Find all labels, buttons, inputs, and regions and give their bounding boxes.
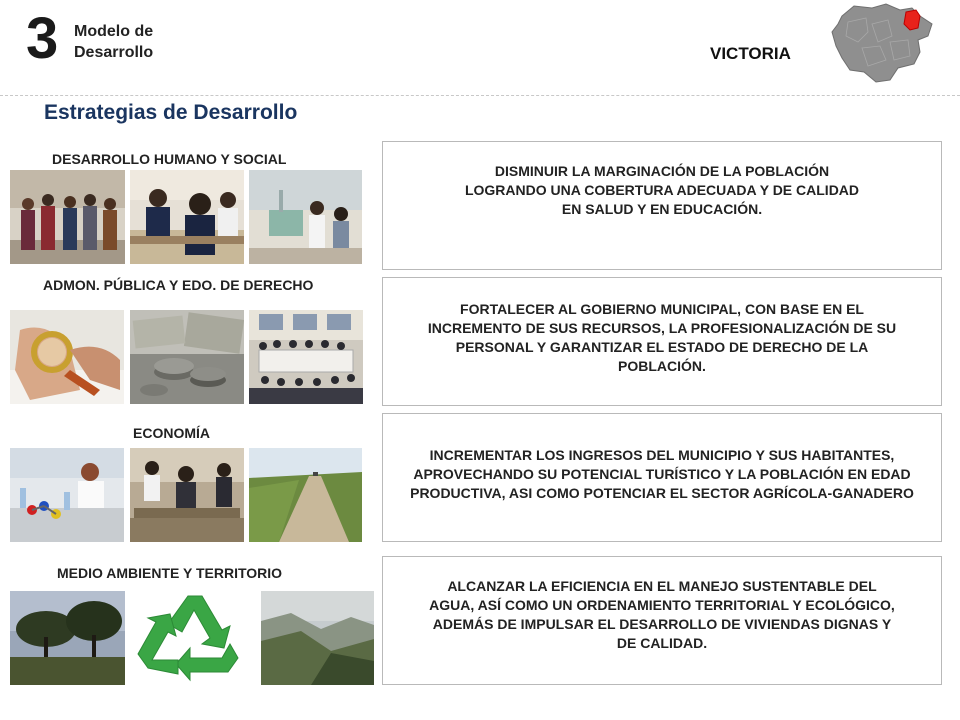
page-title: Estrategias de Desarrollo [44,101,298,124]
description-box-medio-ambiente [382,556,942,685]
description-box-desarrollo-humano [382,141,942,270]
recycle-icon [130,588,247,685]
photo-council-meeting [249,310,363,404]
photo-workshop-students [130,448,244,542]
description-text: FORTALECER AL GOBIERNO MUNICIPAL, CON BASE EN EL INCREMENTO DE SUS RECURSOS, LA PROFESIONALIZACIÓN DE SU PERSONAL Y GARANTIZAR EL ESTADO DE DERECHO DE LA POBLACIÓN. [427,301,897,374]
photo-trees-landscape [10,591,125,685]
photo-coins-money [130,310,244,404]
description-text: DISMINUIR LA MARGINACIÓN DE LA POBLACIÓN LOGRANDO UNA COBERTURA ADECUADA Y DE CALIDAD EN SALUD Y EN EDUCACIÓN. [464,163,860,217]
header-divider [0,95,960,96]
description-text: INCREMENTAR LOS INGRESOS DEL MUNICIPIO Y SUS HABITANTES, APROVECHANDO SU POTENCIAL TURÍSTICO Y LA POBLACIÓN EN EDAD PRODUCTIVA, ASI COMO POTENCIAR EL SECTOR AGRÍCOLA-GANADERO [410,447,914,501]
model-label [74,21,153,63]
section-title-desarrollo-humano: DESARROLLO HUMANO Y SOCIAL [52,151,287,167]
photo-dental-clinic [249,170,362,264]
section-title-admon-publica: ADMON. PÚBLICA Y EDO. DE DERECHO [43,277,314,293]
description-box-economia [382,413,942,542]
state-map-icon [828,2,940,84]
description-text: ALCANZAR LA EFICIENCIA EN EL MANEJO SUSTENTABLE DEL AGUA, ASÍ COMO UN ORDENAMIENTO TERRITORIAL Y ECOLÓGICO, ADEMÁS DE IMPULSAR EL DESARROLLO DE VIVIENDAS DIGNAS Y DE CALIDAD. [429,578,895,651]
section-title-medio-ambiente: MEDIO AMBIENTE Y TERRITORIO [57,565,283,581]
model-label-line2: Desarrollo [74,44,154,61]
photo-classroom-students [130,170,244,264]
photo-rural-road [249,448,362,542]
photo-magnifying-glass [10,310,124,404]
section-title-economia: ECONOMÍA [133,425,210,441]
photo-community-group [10,170,125,264]
description-box-admon-publica [382,277,942,406]
municipality-name: VICTORIA [710,44,791,63]
photo-laboratory [10,448,124,542]
model-label-line1: Modelo de [74,23,154,40]
section-number: 3 [26,6,58,71]
photo-mountain-valley [261,591,374,685]
